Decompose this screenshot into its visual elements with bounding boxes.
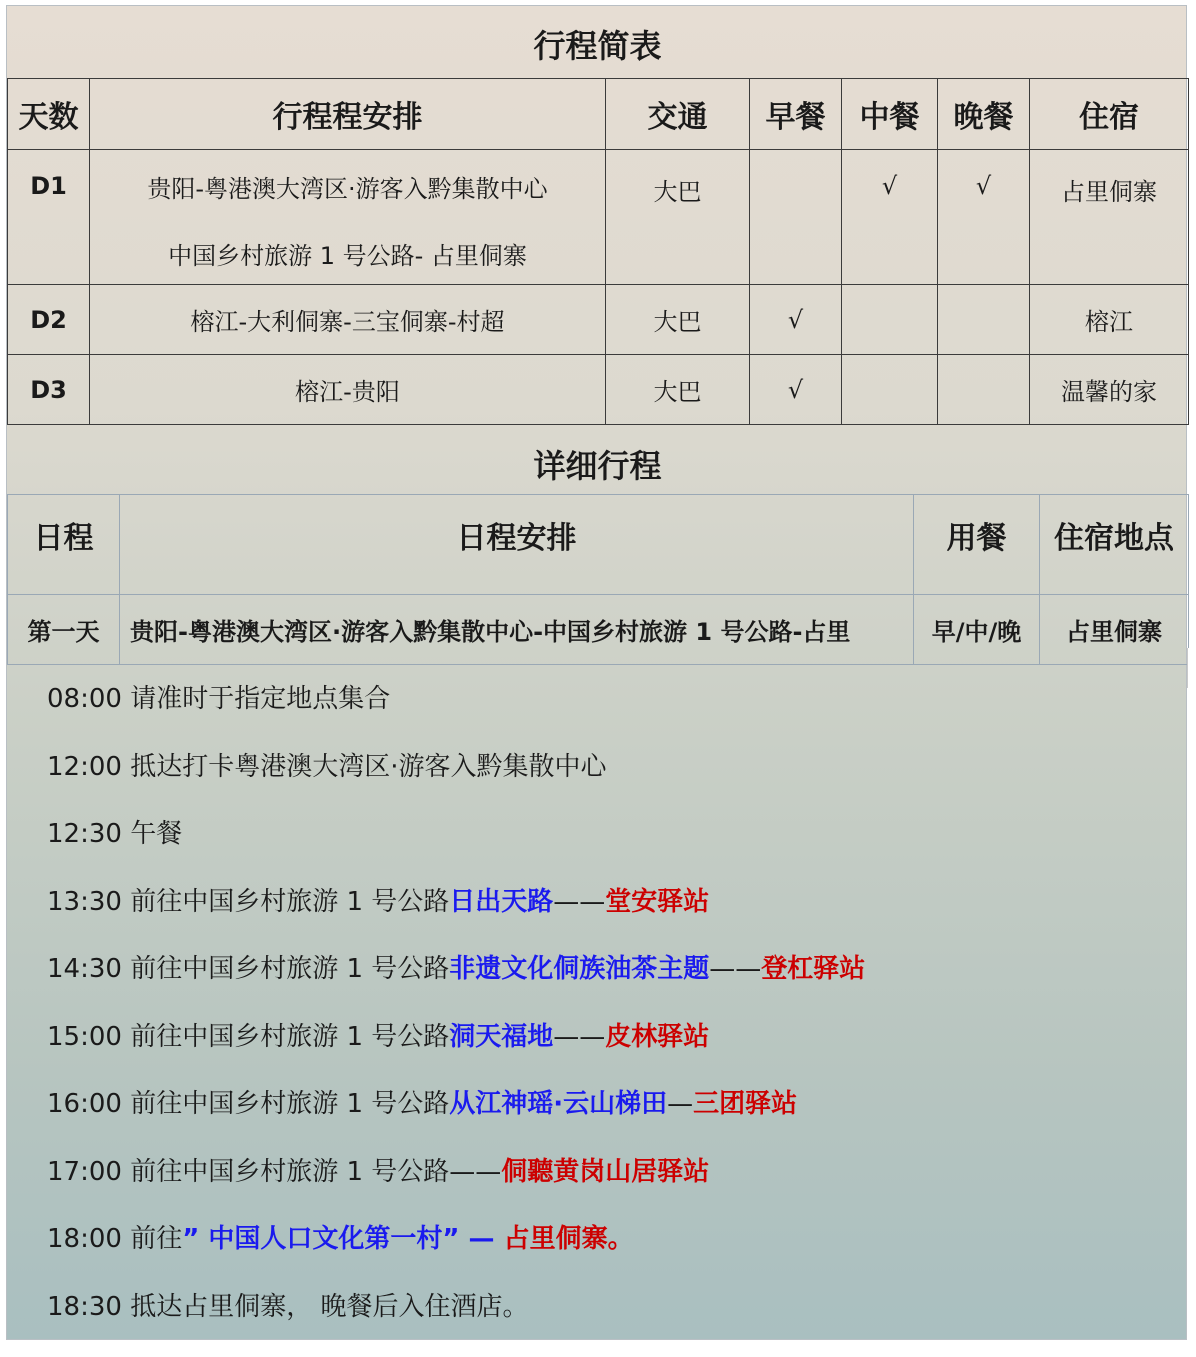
list-item — [47, 1155, 1177, 1223]
list-item — [47, 952, 1177, 1020]
plan-line: 贵阳-粤港澳大湾区·游客入黔集散中心 — [147, 175, 547, 203]
list-item — [47, 817, 1177, 885]
plan-cell: 榕江-贵阳 — [90, 355, 606, 425]
header-lunch: 中餐 — [842, 79, 938, 150]
village-title: ” 中国人口文化第一村” — — [182, 1224, 503, 1254]
activity: 抵达占里侗寨， 晚餐后入住酒店。 — [130, 1292, 528, 1322]
itinerary-page — [6, 5, 1187, 1340]
detail-header-row — [8, 495, 1189, 595]
detail-title: 详细行程 — [7, 426, 1188, 494]
list-item — [47, 885, 1177, 953]
activity: 前往中国乡村旅游 1 号公路 — [130, 954, 449, 984]
time: 12:30 — [47, 819, 122, 849]
header-dinner: 晚餐 — [938, 79, 1030, 150]
day-cell: D1 — [8, 150, 90, 285]
time: 13:30 — [47, 887, 122, 917]
scrollbar-edge[interactable] — [1187, 648, 1196, 688]
dinner-cell: √ — [938, 150, 1030, 285]
table-row — [8, 285, 1189, 355]
header-lodging: 住宿地点 — [1040, 495, 1189, 595]
header-schedule-day: 日程 — [8, 495, 120, 595]
lodging-cell: 占里侗寨 — [1040, 595, 1189, 665]
activity: 前往 — [130, 1224, 182, 1254]
header-stay: 住宿 — [1030, 79, 1189, 150]
dash: —— — [553, 887, 605, 917]
stay-cell: 温馨的家 — [1030, 355, 1189, 425]
plan-cell — [90, 150, 606, 285]
timeline — [47, 682, 1177, 1357]
station-name: 登杠驿站 — [761, 954, 865, 984]
list-item — [47, 1087, 1177, 1155]
time: 12:00 — [47, 752, 122, 782]
time: 18:00 — [47, 1224, 122, 1254]
breakfast-cell — [750, 150, 842, 285]
summary-title: 行程简表 — [7, 6, 1188, 78]
header-breakfast: 早餐 — [750, 79, 842, 150]
meals-cell: 早/中/晚 — [914, 595, 1040, 665]
station-name: 侗聽黄岗山居驿站 — [501, 1157, 709, 1187]
plan-line: 中国乡村旅游 1 号公路- 占里侗寨 — [90, 239, 605, 273]
breakfast-cell: √ — [750, 285, 842, 355]
transport-cell: 大巴 — [606, 285, 750, 355]
dash: —— — [553, 1022, 605, 1052]
time: 14:30 — [47, 954, 122, 984]
time: 16:00 — [47, 1089, 122, 1119]
table-row — [8, 150, 1189, 285]
stay-cell: 榕江 — [1030, 285, 1189, 355]
summary-header-row — [8, 79, 1189, 150]
lunch-cell — [842, 355, 938, 425]
header-schedule: 日程安排 — [120, 495, 914, 595]
activity: 午餐 — [130, 819, 182, 849]
activity: 前往中国乡村旅游 1 号公路 — [130, 1157, 449, 1187]
detail-table — [7, 494, 1189, 665]
day-cell: D2 — [8, 285, 90, 355]
time: 17:00 — [47, 1157, 122, 1187]
schedule-cell: 贵阳-粤港澳大湾区·游客入黔集散中心-中国乡村旅游 1 号公路-占里 — [120, 595, 914, 665]
station-name: 皮林驿站 — [605, 1022, 709, 1052]
activity: 前往中国乡村旅游 1 号公路 — [130, 1089, 449, 1119]
lunch-cell — [842, 285, 938, 355]
breakfast-cell: √ — [750, 355, 842, 425]
table-row — [8, 355, 1189, 425]
dinner-cell — [938, 285, 1030, 355]
list-item — [47, 682, 1177, 750]
time: 18:30 — [47, 1292, 122, 1322]
activity: 前往中国乡村旅游 1 号公路 — [130, 887, 449, 917]
header-plan: 行程程安排 — [90, 79, 606, 150]
plan-cell: 榕江-大利侗寨-三宝侗寨-村超 — [90, 285, 606, 355]
time: 08:00 — [47, 684, 122, 714]
list-item — [47, 750, 1177, 818]
stay-cell: 占里侗寨 — [1030, 150, 1189, 285]
day-cell: D3 — [8, 355, 90, 425]
dash: —— — [449, 1157, 501, 1187]
activity: 抵达打卡粤港澳大湾区·游客入黔集散中心 — [130, 752, 606, 782]
header-transport: 交通 — [606, 79, 750, 150]
time: 15:00 — [47, 1022, 122, 1052]
route-name: 非遗文化侗族油茶主题 — [449, 954, 709, 984]
list-item — [47, 1020, 1177, 1088]
station-name: 堂安驿站 — [605, 887, 709, 917]
list-item — [47, 1222, 1177, 1290]
dash: — — [667, 1089, 693, 1119]
station-name: 占里侗寨。 — [504, 1224, 634, 1254]
lunch-cell: √ — [842, 150, 938, 285]
day-label: 第一天 — [8, 595, 120, 665]
activity: 请准时于指定地点集合 — [130, 684, 390, 714]
table-row — [8, 595, 1189, 665]
header-meals: 用餐 — [914, 495, 1040, 595]
header-days: 天数 — [8, 79, 90, 150]
list-item — [47, 1290, 1177, 1357]
transport-cell: 大巴 — [606, 355, 750, 425]
route-name: 日出天路 — [449, 887, 553, 917]
summary-table — [7, 78, 1189, 425]
station-name: 三团驿站 — [693, 1089, 797, 1119]
transport-cell: 大巴 — [606, 150, 750, 285]
route-name: 从江神瑶·云山梯田 — [449, 1089, 667, 1119]
dash: —— — [709, 954, 761, 984]
dinner-cell — [938, 355, 1030, 425]
activity: 前往中国乡村旅游 1 号公路 — [130, 1022, 449, 1052]
route-name: 洞天福地 — [449, 1022, 553, 1052]
